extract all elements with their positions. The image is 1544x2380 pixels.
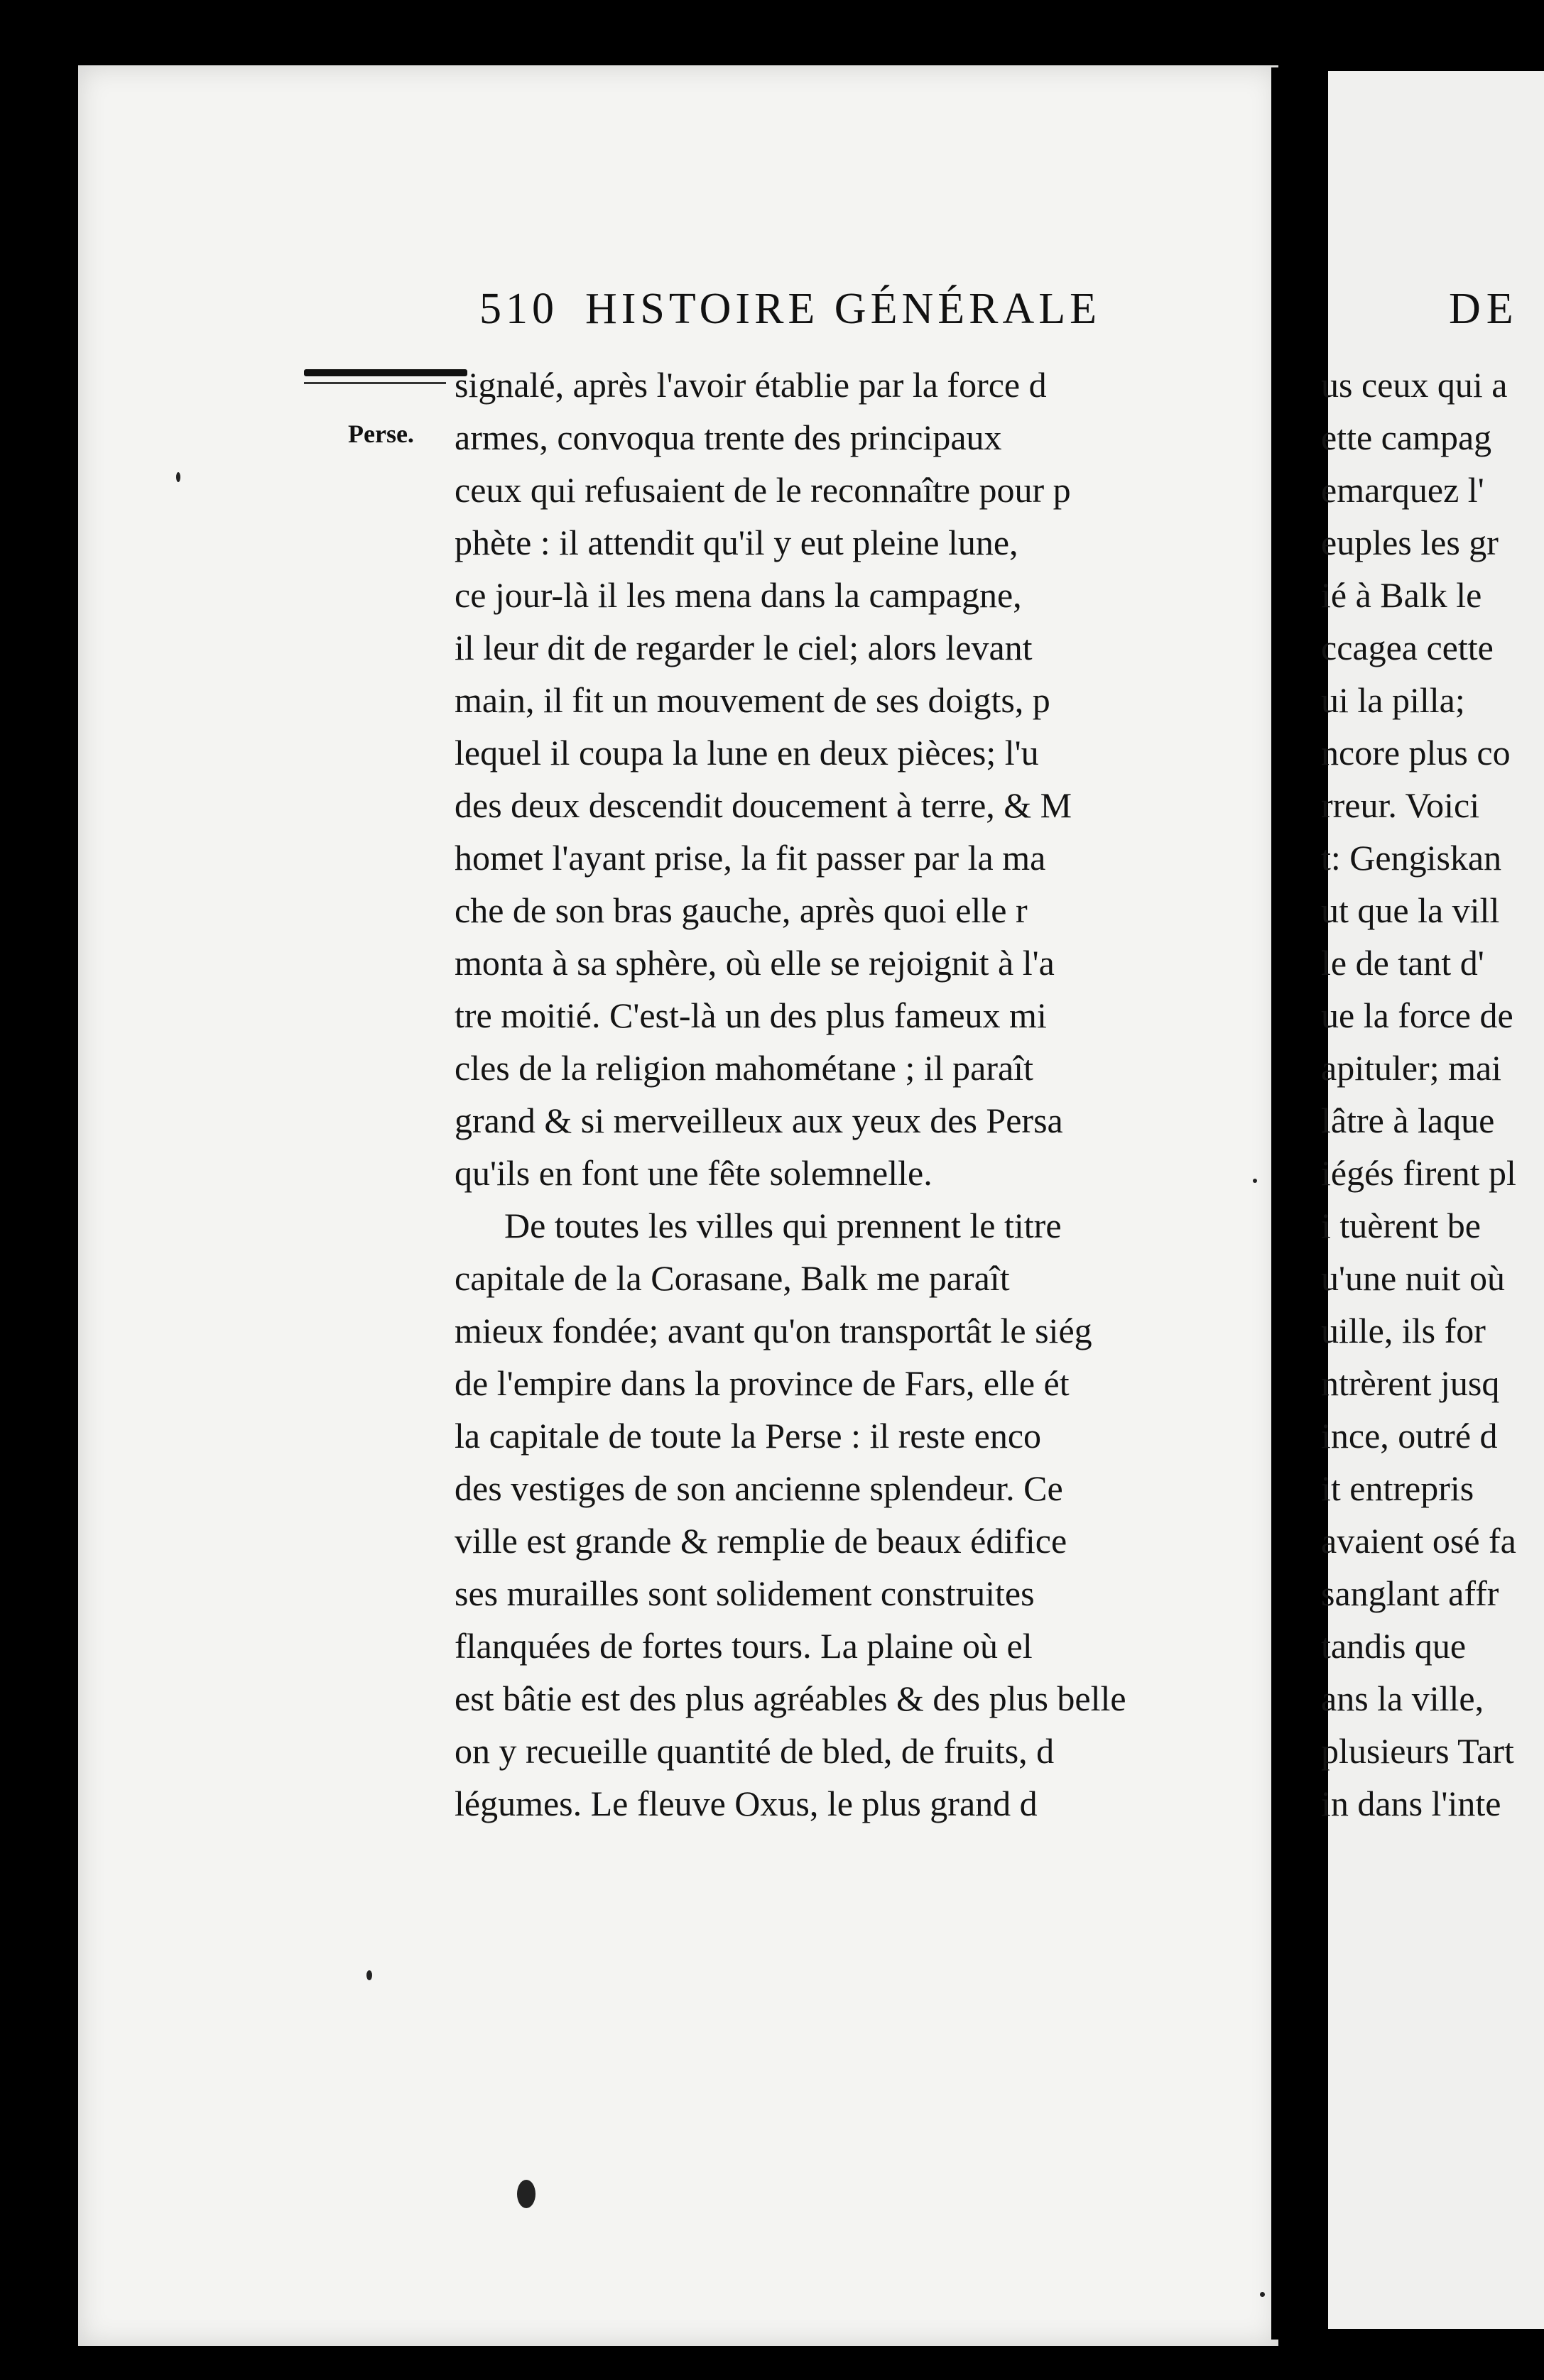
text-line: t: Gengiskan xyxy=(1321,838,1502,878)
text-line: in dans l'inte xyxy=(1321,1784,1501,1823)
text-line: ié à Balk le xyxy=(1321,575,1482,615)
text-line: main, il fit un mouvement de ses doigts, p xyxy=(455,680,1050,720)
text-line: des vestiges de son ancienne splendeur. Ce xyxy=(455,1468,1063,1508)
text-line: ette campag xyxy=(1321,417,1492,457)
text-line: signalé, après l'avoir établie par la force d xyxy=(455,365,1047,405)
text-line: euples les gr xyxy=(1321,523,1499,562)
text-line: ncore plus co xyxy=(1321,733,1511,773)
text-line: cles de la religion mahométane ; il paraît xyxy=(455,1048,1033,1088)
running-head-left xyxy=(479,284,1275,341)
margin-note: Perse. xyxy=(348,420,414,448)
running-head-right: DE xyxy=(1449,285,1519,333)
text-line: ses murailles sont solidement construites xyxy=(455,1573,1035,1613)
text-line: ville est grande & remplie de beaux édifice xyxy=(455,1521,1067,1561)
margin-rule-mark xyxy=(304,369,467,376)
text-line: est bâtie est des plus agréables & des plus belle xyxy=(455,1678,1126,1718)
ink-speck xyxy=(366,1970,372,1980)
text-line: ue la force de xyxy=(1321,995,1513,1035)
text-line: ntrèrent jusq xyxy=(1321,1363,1500,1403)
ink-speck xyxy=(1253,1179,1257,1183)
text-line: uille, ils for xyxy=(1321,1311,1486,1350)
running-head-title: HISTOIRE GÉNÉRALE xyxy=(585,285,1101,333)
text-line: apituler; mai xyxy=(1321,1048,1502,1088)
text-line: u'une nuit où xyxy=(1321,1258,1505,1298)
text-line: des deux descendit doucement à terre, & M xyxy=(455,785,1072,825)
text-line: la capitale de toute la Perse : il reste enco xyxy=(455,1416,1042,1456)
text-line: emarquez l' xyxy=(1321,470,1484,510)
text-line: ui la pilla; xyxy=(1321,680,1465,720)
ink-speck xyxy=(176,472,180,482)
text-line: us ceux qui a xyxy=(1321,365,1508,405)
text-line: tre moitié. C'est-là un des plus fameux mi xyxy=(455,995,1047,1035)
text-line: qu'ils en font une fête solemnelle. xyxy=(455,1153,933,1193)
text-line: sanglant affr xyxy=(1321,1573,1499,1613)
text-line: i tuèrent be xyxy=(1321,1206,1481,1245)
ink-speck xyxy=(1260,2292,1265,2297)
text-line: de l'empire dans la province de Fars, elle ét xyxy=(455,1363,1070,1403)
text-line: grand & si merveilleux aux yeux des Persa xyxy=(455,1101,1063,1140)
text-line: avaient osé fa xyxy=(1321,1521,1516,1561)
text-line: capitale de la Corasane, Balk me paraît xyxy=(455,1258,1010,1298)
text-line: armes, convoqua trente des principaux xyxy=(455,417,1002,457)
text-line: flanquées de fortes tours. La plaine où el xyxy=(455,1626,1033,1666)
text-line: lequel il coupa la lune en deux pièces; l'u xyxy=(455,733,1039,773)
text-line: monta à sa sphère, où elle se rejoignit à l'a xyxy=(455,943,1055,983)
text-line: légumes. Le fleuve Oxus, le plus grand d xyxy=(455,1784,1038,1823)
text-line: De toutes les villes qui prennent le titre xyxy=(504,1206,1062,1245)
text-line: ince, outré d xyxy=(1321,1416,1498,1456)
text-line: plusieurs Tart xyxy=(1321,1731,1514,1771)
left-body-text xyxy=(455,359,1278,1830)
text-line: lâtre à laque xyxy=(1321,1101,1495,1140)
book-gutter xyxy=(1271,67,1321,2340)
text-line: it entrepris xyxy=(1321,1468,1474,1508)
margin-rule-mark-thin xyxy=(304,382,446,384)
text-line: mieux fondée; avant qu'on transportât le siég xyxy=(455,1311,1092,1350)
text-line: homet l'ayant prise, la fit passer par la ma xyxy=(455,838,1046,878)
text-line: iégés firent pl xyxy=(1321,1153,1516,1193)
text-line: rreur. Voici xyxy=(1321,785,1480,825)
page-number: 510 xyxy=(479,285,558,333)
ink-speck xyxy=(517,2180,535,2208)
text-line: ce jour-là il les mena dans la campagne, xyxy=(455,575,1022,615)
text-line: ccagea cette xyxy=(1321,628,1494,667)
text-line: tandis que xyxy=(1321,1626,1467,1666)
right-body-text xyxy=(1321,359,1544,1830)
text-line: il leur dit de regarder le ciel; alors levant xyxy=(455,628,1033,667)
text-line: ut que la vill xyxy=(1321,890,1500,930)
text-line: phète : il attendit qu'il y eut pleine lune, xyxy=(455,523,1018,562)
text-line: le de tant d' xyxy=(1321,943,1484,983)
text-line: on y recueille quantité de bled, de fruits, d xyxy=(455,1731,1055,1771)
text-line: ans la ville, xyxy=(1321,1678,1484,1718)
text-line: ceux qui refusaient de le reconnaître pour p xyxy=(455,470,1071,510)
text-line: che de son bras gauche, après quoi elle r xyxy=(455,890,1028,930)
